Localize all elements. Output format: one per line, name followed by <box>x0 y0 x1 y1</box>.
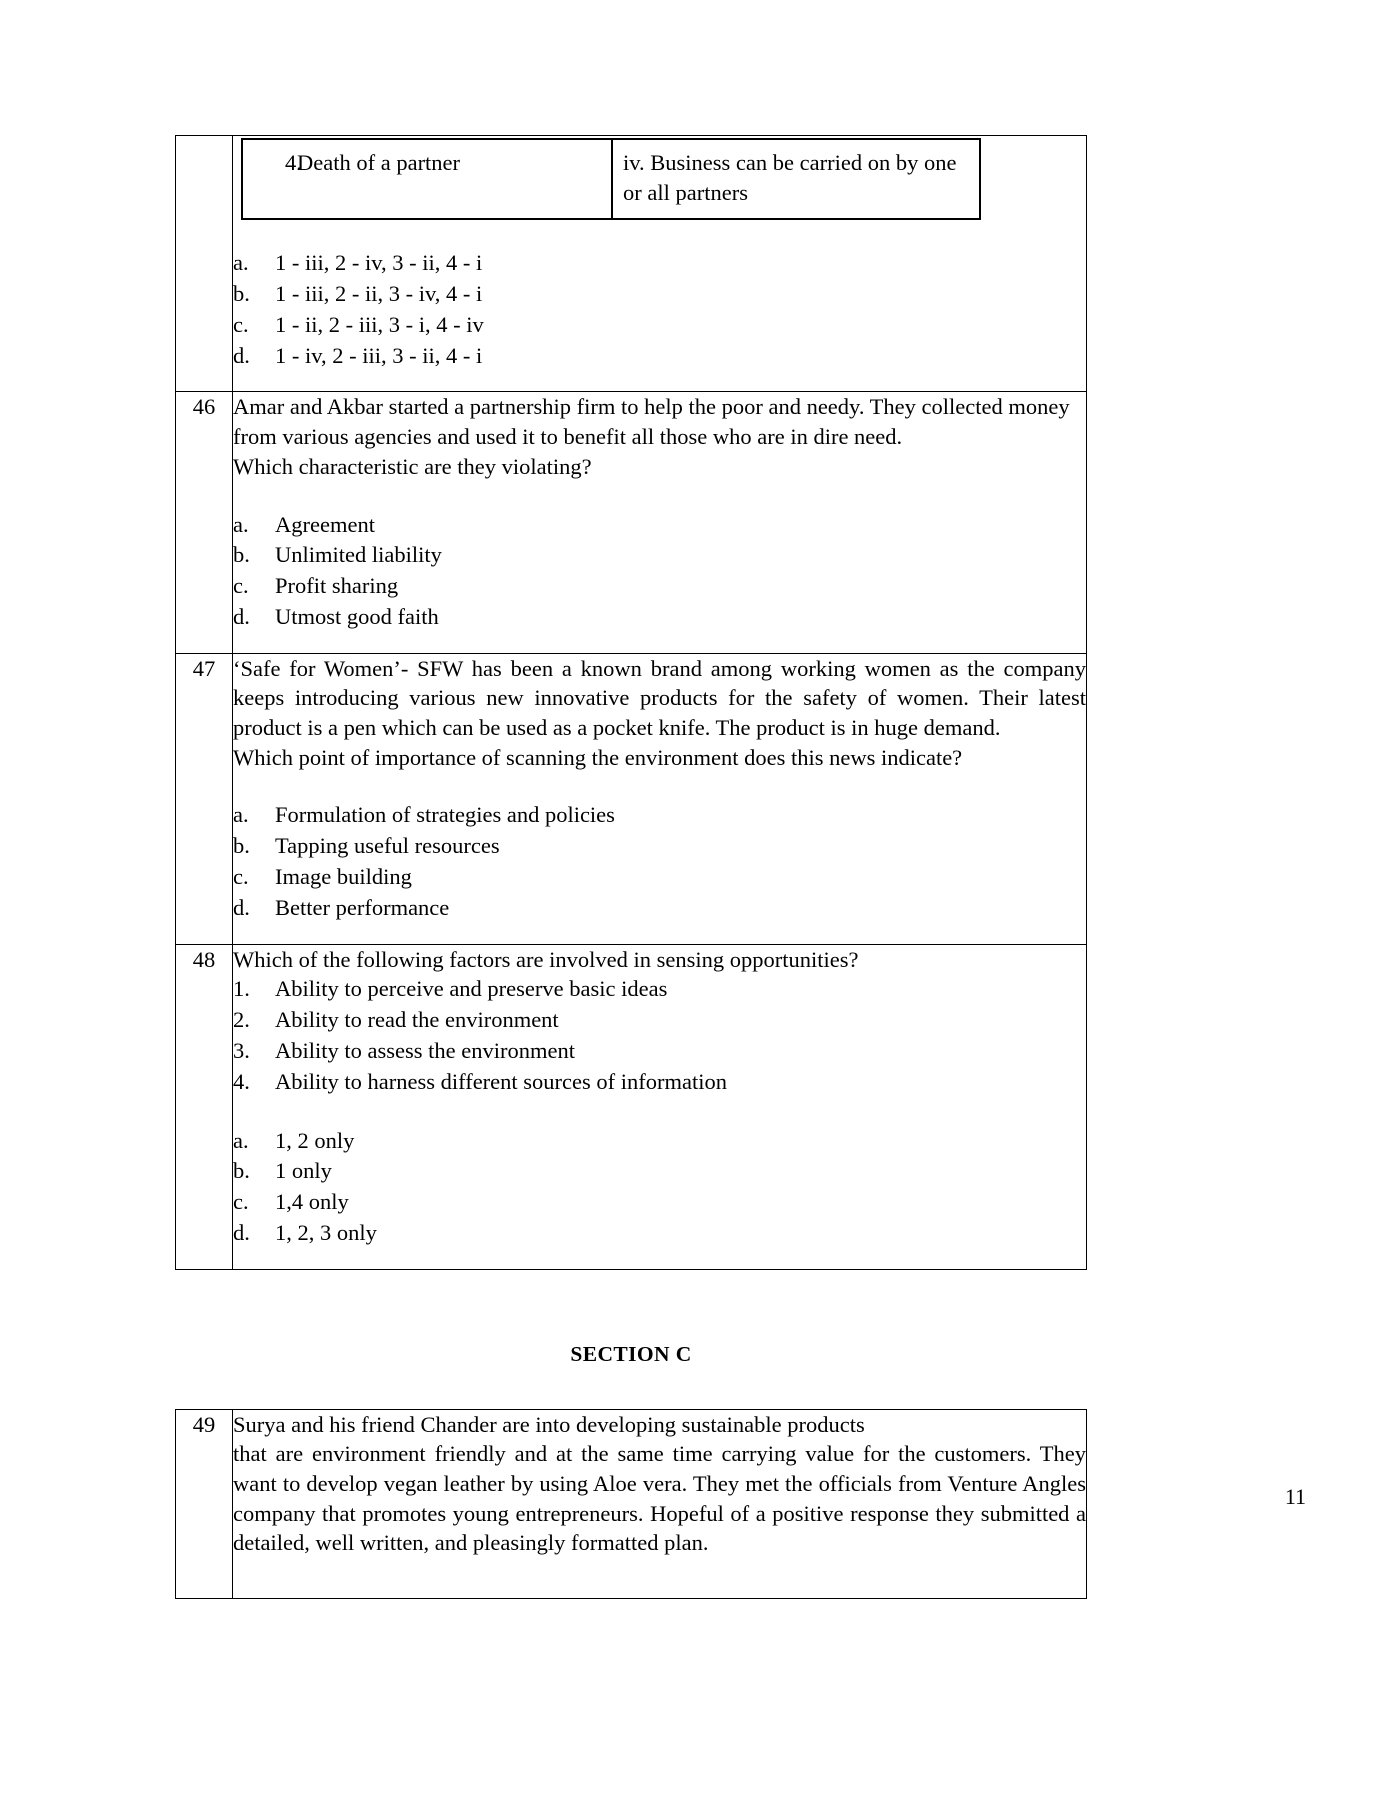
option-item <box>233 540 1086 571</box>
factor-text: Ability to perceive and preserve basic ideas <box>275 976 668 1002</box>
factor-marker: 1. <box>233 976 250 1002</box>
option-item <box>233 831 1086 862</box>
option-text: 1,4 only <box>275 1189 349 1215</box>
option-marker: a. <box>233 250 249 276</box>
question-prompt: Which characteristic are they violating? <box>233 453 592 479</box>
question-number-cell <box>176 653 233 944</box>
factors-list <box>233 974 1086 1097</box>
match-right-cell <box>612 139 980 219</box>
option-text: Profit sharing <box>275 573 399 599</box>
option-text: 1 - iii, 2 - iv, 3 - ii, 4 - i <box>275 250 483 276</box>
spacer <box>175 1270 1087 1342</box>
question-body-cell <box>233 1409 1087 1598</box>
option-item <box>233 1187 1086 1218</box>
option-text: 1 - ii, 2 - iii, 3 - i, 4 - iv <box>275 311 484 337</box>
option-item <box>233 893 1086 924</box>
option-item <box>233 248 1086 279</box>
question-number-cell <box>176 1409 233 1598</box>
spacer <box>233 1249 1086 1269</box>
option-text: Image building <box>275 864 412 890</box>
match-item-number: 4. <box>285 150 302 175</box>
question-stem: Which of the following factors are involved in sensing opportunities? <box>233 946 859 972</box>
option-marker: a. <box>233 802 249 828</box>
option-text: 1 - iv, 2 - iii, 3 - ii, 4 - i <box>275 342 483 368</box>
section-heading: SECTION C <box>570 1341 692 1366</box>
option-text: 1 only <box>275 1158 332 1184</box>
list-item <box>233 1036 1086 1067</box>
option-marker: a. <box>233 511 249 537</box>
question-number: 47 <box>192 655 216 681</box>
question-prompt: Which point of importance of scanning the environment does this news indicate? <box>233 744 963 770</box>
question-stem: ‘Safe for Women’- SFW has been a known brand among working women as the company keeps introducing various new innovative products for the safety of women. Their latest product is a pen which can be used as a pocket knife. The product is in huge demand. <box>233 655 1086 741</box>
option-marker: b. <box>233 542 250 568</box>
list-item <box>233 974 1086 1005</box>
option-item <box>233 510 1086 541</box>
option-marker: d. <box>233 603 250 629</box>
factor-text: Ability to read the environment <box>275 1007 559 1033</box>
spacer <box>233 371 1086 391</box>
option-item <box>233 571 1086 602</box>
option-marker: c. <box>233 864 249 890</box>
option-marker: d. <box>233 894 250 920</box>
factor-text: Ability to assess the environment <box>275 1037 575 1063</box>
option-marker: c. <box>233 1189 249 1215</box>
table-row <box>176 392 1087 653</box>
questions-table-top <box>175 135 1087 1270</box>
question-stem: Amar and Akbar started a partnership firm to help the poor and needy. They collected money from various agencies and used it to benefit all those who are in dire need. <box>233 394 1070 450</box>
questions-table-bottom <box>175 1409 1087 1599</box>
question-number-cell <box>176 136 233 392</box>
page-number: 11 <box>1284 1484 1306 1509</box>
option-marker: b. <box>233 281 250 307</box>
question-body-cell <box>233 653 1087 944</box>
question-body-cell <box>233 392 1087 653</box>
match-pairs-table <box>241 138 981 220</box>
option-text: 1, 2, 3 only <box>275 1219 377 1245</box>
option-text: Better performance <box>275 894 450 920</box>
spacer <box>233 482 1086 510</box>
question-number-cell <box>176 944 233 1269</box>
page-content <box>175 135 1087 1599</box>
option-text: Formulation of strategies and policies <box>275 802 615 828</box>
match-item-label: Death of a partner <box>297 150 461 175</box>
options-list <box>233 800 1086 923</box>
option-item <box>233 800 1086 831</box>
factor-text: Ability to harness different sources of information <box>275 1068 727 1094</box>
options-list <box>233 510 1086 633</box>
question-number-cell <box>176 392 233 653</box>
table-row <box>176 1409 1087 1598</box>
spacer <box>233 220 1086 248</box>
table-row <box>176 944 1087 1269</box>
option-item <box>233 310 1086 341</box>
spacer <box>233 1558 1086 1598</box>
question-number: 46 <box>192 394 216 420</box>
option-item <box>233 1126 1086 1157</box>
option-item <box>233 602 1086 633</box>
spacer <box>233 633 1086 653</box>
question-number: 49 <box>192 1411 216 1437</box>
factor-marker: 2. <box>233 1007 250 1033</box>
options-list <box>233 248 1086 371</box>
option-text: Agreement <box>275 511 375 537</box>
list-item <box>233 1067 1086 1098</box>
factor-marker: 3. <box>233 1037 250 1063</box>
question-body-cell <box>233 944 1087 1269</box>
table-row <box>176 136 1087 392</box>
question-stem-line-2: that are environment friendly and at the same time carrying value for the customers. They want to develop vegan leather by using Aloe vera. They met the officials from Venture Angles company that promotes young entrepreneurs. Hopeful of a positive response they submitted a detailed, well written, and pleasingly formatted plan. <box>233 1441 1086 1556</box>
option-text: 1 - iii, 2 - ii, 3 - iv, 4 - i <box>275 281 483 307</box>
match-item-value: iv. Business can be carried on by one or all partners <box>623 150 957 206</box>
spacer <box>175 1367 1087 1409</box>
spacer <box>233 1098 1086 1126</box>
option-text: 1, 2 only <box>275 1127 355 1153</box>
option-item <box>233 341 1086 372</box>
options-list <box>233 1126 1086 1249</box>
option-item <box>233 279 1086 310</box>
option-item <box>233 862 1086 893</box>
list-item <box>233 1005 1086 1036</box>
option-marker: d. <box>233 342 250 368</box>
option-marker: d. <box>233 1219 250 1245</box>
option-marker: b. <box>233 833 250 859</box>
option-text: Utmost good faith <box>275 603 439 629</box>
match-left-cell <box>242 139 612 219</box>
spacer <box>233 772 1086 800</box>
spacer <box>233 924 1086 944</box>
question-stem-line-1: Surya and his friend Chander are into developing sustainable products <box>233 1411 865 1437</box>
option-text: Tapping useful resources <box>275 833 500 859</box>
question-number: 48 <box>192 946 216 972</box>
match-table-wrapper <box>233 136 1086 220</box>
factor-marker: 4. <box>233 1068 250 1094</box>
option-marker: c. <box>233 311 249 337</box>
match-row <box>242 139 980 219</box>
option-marker: a. <box>233 1127 249 1153</box>
option-marker: c. <box>233 573 249 599</box>
question-body-cell <box>233 136 1087 392</box>
table-row <box>176 653 1087 944</box>
option-marker: b. <box>233 1158 250 1184</box>
option-item <box>233 1218 1086 1249</box>
option-text: Unlimited liability <box>275 542 442 568</box>
option-item <box>233 1156 1086 1187</box>
